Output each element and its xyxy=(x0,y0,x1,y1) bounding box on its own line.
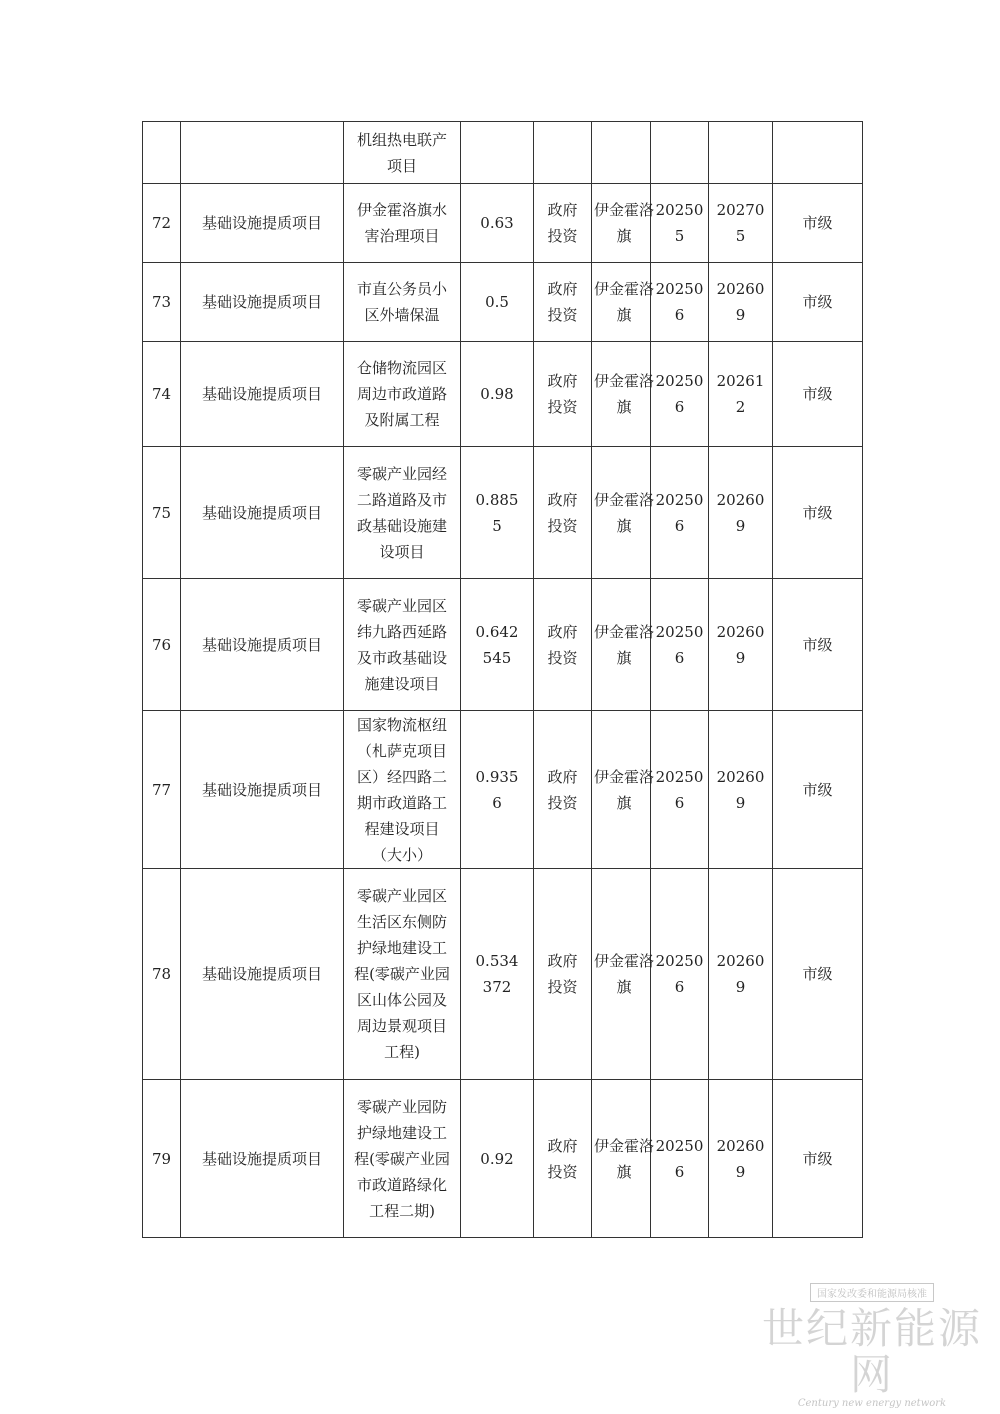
table-row xyxy=(143,122,863,184)
cell-level xyxy=(773,342,863,447)
cell-end-date xyxy=(709,711,773,869)
cell-end-date-text: 202609 xyxy=(716,490,765,535)
cell-no xyxy=(143,184,181,263)
cell-category xyxy=(181,263,344,342)
cell-category-text: 基础设施提质项目 xyxy=(201,1149,322,1168)
cell-amount xyxy=(461,1080,534,1238)
cell-project-name-text: 机组热电联产项目 xyxy=(356,130,447,175)
watermark xyxy=(762,1282,982,1409)
cell-end-date xyxy=(709,869,773,1080)
cell-amount xyxy=(461,447,534,579)
cell-no-text: 77 xyxy=(151,780,172,799)
cell-start-date-text: 202506 xyxy=(655,622,704,667)
cell-project-name xyxy=(344,579,461,711)
cell-no-text: 78 xyxy=(151,965,172,983)
table-row xyxy=(143,342,863,447)
cell-no xyxy=(143,711,181,869)
cell-end-date xyxy=(709,122,773,184)
cell-end-date-text: 202609 xyxy=(716,622,765,667)
cell-investment-type xyxy=(534,1080,592,1238)
cell-no-text: 79 xyxy=(151,1149,172,1168)
cell-start-date xyxy=(651,184,709,263)
cell-location-text: 伊金霍洛旗 xyxy=(593,490,654,535)
cell-location xyxy=(592,263,654,342)
cell-project-name xyxy=(344,1080,461,1238)
cell-project-name xyxy=(344,122,461,184)
cell-project-name-text: 零碳产业园经二路道路及市政基础设施建设项目 xyxy=(356,464,447,561)
cell-project-name-text: 零碳产业园防护绿地建设工程(零碳产业园市政道路绿化工程二期) xyxy=(354,1097,450,1220)
cell-location xyxy=(592,447,654,579)
cell-location-text: 伊金霍洛旗 xyxy=(593,280,654,324)
cell-end-date xyxy=(709,342,773,447)
cell-project-name-text: 市直公务员小区外墙保温 xyxy=(356,280,447,324)
cell-level-text: 市级 xyxy=(802,780,833,799)
watermark-logo: 世纪新能源网 xyxy=(762,1304,983,1399)
cell-end-date-text: 202609 xyxy=(716,280,765,324)
table-row xyxy=(143,579,863,711)
cell-amount-text: 0.642545 xyxy=(475,622,519,667)
cell-amount-text: 0.8855 xyxy=(475,490,519,535)
cell-level xyxy=(773,447,863,579)
cell-start-date-text: 202506 xyxy=(655,372,704,416)
cell-level xyxy=(773,122,863,184)
cell-location-text: 伊金霍洛旗 xyxy=(593,767,654,812)
cell-investment-type xyxy=(534,122,592,184)
cell-amount-text: 0.92 xyxy=(480,1149,514,1168)
cell-no-text: 76 xyxy=(151,635,172,654)
cell-investment-type xyxy=(534,184,592,263)
cell-end-date-text: 202609 xyxy=(716,952,765,996)
cell-category xyxy=(181,579,344,711)
cell-amount-text: 0.98 xyxy=(480,385,514,403)
cell-start-date-text: 202505 xyxy=(655,201,704,245)
cell-start-date xyxy=(651,263,709,342)
cell-project-name xyxy=(344,869,461,1080)
cell-start-date xyxy=(651,711,709,869)
cell-no xyxy=(143,447,181,579)
cell-location-text: 伊金霍洛旗 xyxy=(593,201,654,245)
cell-category xyxy=(181,342,344,447)
table-row xyxy=(143,711,863,869)
cell-end-date-text: 202609 xyxy=(716,767,765,812)
table-row xyxy=(143,263,863,342)
cell-end-date-text: 202609 xyxy=(716,1136,765,1181)
cell-amount-text: 0.534372 xyxy=(475,952,519,996)
cell-no xyxy=(143,579,181,711)
cell-category-text: 基础设施提质项目 xyxy=(201,503,322,522)
cell-level-text: 市级 xyxy=(802,385,833,403)
cell-amount xyxy=(461,263,534,342)
cell-category-text: 基础设施提质项目 xyxy=(201,293,322,311)
cell-project-name xyxy=(344,263,461,342)
cell-investment-type-text: 政府投资 xyxy=(547,280,578,324)
cell-start-date-text: 202506 xyxy=(655,952,704,996)
table-row xyxy=(143,184,863,263)
cell-investment-type xyxy=(534,342,592,447)
cell-category xyxy=(181,869,344,1080)
cell-no-text: 75 xyxy=(151,503,172,522)
cell-no-text: 72 xyxy=(151,214,172,232)
cell-amount xyxy=(461,579,534,711)
table-row xyxy=(143,447,863,579)
cell-amount-text: 0.63 xyxy=(480,214,514,232)
cell-investment-type-text: 政府投资 xyxy=(547,1136,578,1181)
cell-location xyxy=(592,122,651,184)
cell-start-date xyxy=(651,342,709,447)
project-table xyxy=(142,121,863,1238)
cell-start-date xyxy=(651,869,709,1080)
cell-investment-type xyxy=(534,579,592,711)
cell-category-text: 基础设施提质项目 xyxy=(201,214,322,232)
table-body xyxy=(143,122,863,1238)
cell-start-date-text: 202506 xyxy=(655,280,704,324)
cell-amount xyxy=(461,342,534,447)
cell-start-date xyxy=(651,122,709,184)
cell-location xyxy=(592,869,654,1080)
cell-no xyxy=(143,263,181,342)
cell-investment-type xyxy=(534,711,592,869)
cell-location-text: 伊金霍洛旗 xyxy=(593,952,654,996)
cell-level-text: 市级 xyxy=(802,635,833,654)
cell-project-name xyxy=(344,184,461,263)
cell-level xyxy=(773,184,863,263)
cell-amount xyxy=(461,184,534,263)
cell-category xyxy=(181,447,344,579)
cell-end-date-text: 202705 xyxy=(716,201,765,245)
cell-end-date xyxy=(709,263,773,342)
table-row xyxy=(143,1080,863,1238)
cell-category xyxy=(181,184,344,263)
cell-level xyxy=(773,869,863,1080)
cell-amount xyxy=(461,122,534,184)
cell-no xyxy=(143,869,181,1080)
cell-amount xyxy=(461,711,534,869)
cell-project-name-text: 伊金霍洛旗水害治理项目 xyxy=(356,201,447,245)
cell-category xyxy=(181,1080,344,1238)
cell-project-name xyxy=(344,447,461,579)
cell-level-text: 市级 xyxy=(802,503,833,522)
cell-no xyxy=(143,122,181,184)
cell-investment-type-text: 政府投资 xyxy=(547,622,578,667)
cell-no xyxy=(143,342,181,447)
cell-location xyxy=(592,184,654,263)
cell-project-name-text: 仓储物流园区周边市政道路及附属工程 xyxy=(356,359,447,429)
cell-end-date xyxy=(709,447,773,579)
cell-no-text: 74 xyxy=(151,385,172,403)
cell-category-text: 基础设施提质项目 xyxy=(201,385,322,403)
cell-investment-type-text: 政府投资 xyxy=(547,952,578,996)
cell-project-name-text: 国家物流枢纽（札萨克项目区）经四路二期市政道路工程建设项目（大小） xyxy=(356,715,447,864)
cell-start-date xyxy=(651,447,709,579)
cell-project-name xyxy=(344,342,461,447)
cell-category xyxy=(181,711,344,869)
cell-start-date xyxy=(651,1080,709,1238)
cell-investment-type-text: 政府投资 xyxy=(547,372,578,416)
cell-category xyxy=(181,122,344,184)
cell-location xyxy=(592,711,654,869)
cell-start-date-text: 202506 xyxy=(655,1136,704,1181)
cell-level-text: 市级 xyxy=(802,214,833,232)
cell-level-text: 市级 xyxy=(802,965,833,983)
cell-location xyxy=(592,1080,654,1238)
cell-location xyxy=(592,342,654,447)
cell-amount-text: 0.9356 xyxy=(475,767,519,812)
cell-level xyxy=(773,1080,863,1238)
cell-no-text: 73 xyxy=(151,293,172,311)
cell-start-date-text: 202506 xyxy=(655,767,704,812)
cell-amount xyxy=(461,869,534,1080)
cell-investment-type-text: 政府投资 xyxy=(547,201,578,245)
cell-investment-type-text: 政府投资 xyxy=(547,490,578,535)
cell-location-text: 伊金霍洛旗 xyxy=(593,1136,654,1181)
cell-level xyxy=(773,711,863,869)
cell-no xyxy=(143,1080,181,1238)
cell-level xyxy=(773,579,863,711)
cell-amount-text: 0.5 xyxy=(485,293,509,311)
cell-investment-type xyxy=(534,263,592,342)
cell-investment-type-text: 政府投资 xyxy=(547,767,578,812)
cell-project-name xyxy=(344,711,461,869)
cell-category-text: 基础设施提质项目 xyxy=(201,635,322,654)
cell-location-text: 伊金霍洛旗 xyxy=(593,622,654,667)
cell-project-name-text: 零碳产业园区生活区东侧防护绿地建设工程(零碳产业园区山体公园及周边景观项目工程) xyxy=(354,887,450,1061)
watermark-english: Century new energy network xyxy=(797,1398,947,1409)
watermark-slogan: 国家发改委和能源局核准 xyxy=(810,1283,934,1302)
cell-start-date-text: 202506 xyxy=(655,490,704,535)
cell-start-date xyxy=(651,579,709,711)
cell-level-text: 市级 xyxy=(802,293,833,311)
cell-end-date-text: 202612 xyxy=(716,372,765,416)
cell-end-date xyxy=(709,1080,773,1238)
cell-investment-type xyxy=(534,869,592,1080)
table-row xyxy=(143,869,863,1080)
cell-level-text: 市级 xyxy=(802,1149,833,1168)
cell-end-date xyxy=(709,579,773,711)
cell-project-name-text: 零碳产业园区纬九路西延路及市政基础设施建设项目 xyxy=(356,596,447,693)
cell-end-date xyxy=(709,184,773,263)
cell-category-text: 基础设施提质项目 xyxy=(201,965,322,983)
cell-category-text: 基础设施提质项目 xyxy=(201,780,322,799)
cell-location xyxy=(592,579,654,711)
cell-level xyxy=(773,263,863,342)
cell-investment-type xyxy=(534,447,592,579)
cell-location-text: 伊金霍洛旗 xyxy=(593,372,654,416)
